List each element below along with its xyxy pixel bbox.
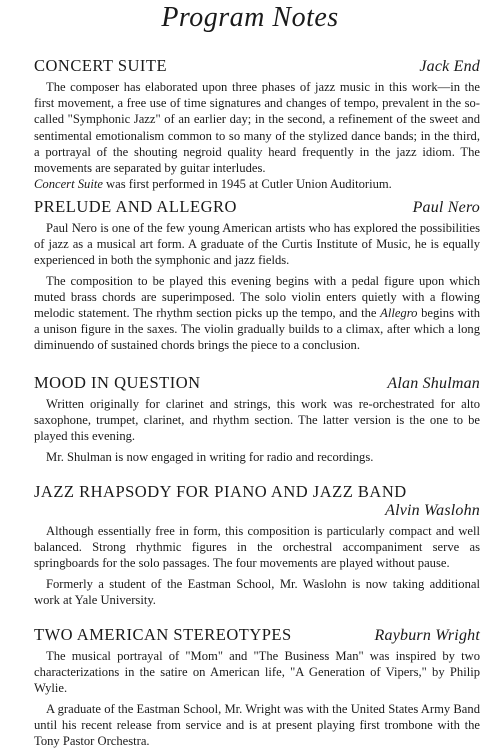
paragraph: A graduate of the Eastman School, Mr. Wright was with the United States Army Band until his recent release from service and is at present playing first trombone with the Tony Pastor Orchestra. (34, 701, 480, 749)
section-header (34, 373, 480, 393)
section-concert-suite (34, 56, 480, 196)
section-jazz-rhapsody (34, 482, 480, 612)
piece-title: TWO AMERICAN STEREOTYPES (34, 625, 292, 644)
paragraph: The composition to be played this evening begins with a pedal figure upon which muted brass chords are superimposed. The solo violin enters quietly with a flowing melodic statement. The rhythm section picks up the tempo, and the Allegro begins with a unison figure in the saxes. The violin gradually builds to a climax, after which a long diminuendo of sustained chords brings the piece to a conclusion. (34, 273, 480, 353)
section-prelude-and-allegro (34, 197, 480, 358)
page-title: Program Notes (161, 2, 339, 33)
paragraph: Paul Nero is one of the few young American artists who has explored the possibilities of jazz as a musical art form. A graduate of the Curtis Institute of Music, he is equally experienced in both the symphonic and jazz fields. (34, 221, 480, 268)
piece-title: CONCERT SUITE (34, 56, 168, 75)
composer-name: Paul Nero (412, 199, 480, 216)
composer-name: Jack End (419, 58, 480, 75)
composer-name: Rayburn Wright (374, 627, 480, 644)
piece-title: JAZZ RHAPSODY FOR PIANO AND JAZZ BAND (34, 482, 407, 501)
section-header (34, 56, 480, 76)
composer-name: Alan Shulman (387, 375, 480, 392)
paragraph: The composer has elaborated upon three phases of jazz music in this work—in the first movement, a free use of time signatures and changes of tempo, prevalent in the so-called "Symphonic Jazz" of an earlier day; in the second, a refinement of the sweet and sentimental emotionalism common to so many of the stylized dance bands; in the third, a portrayal of the shouting negroid quality heard frequently in the jazz idiom. The movements are separated by guitar interludes. (34, 80, 480, 176)
paragraph: Formerly a student of the Eastman School, Mr. Waslohn is now taking additional work at Yale University. (34, 576, 480, 607)
piece-title: MOOD IN QUESTION (34, 373, 201, 392)
piece-title: PRELUDE AND ALLEGRO (34, 197, 237, 216)
paragraph: Mr. Shulman is now engaged in writing for radio and recordings. (46, 449, 374, 464)
composer-name: Alvin Waslohn (385, 502, 480, 519)
section-header (34, 197, 480, 217)
section-two-american-stereotypes (34, 625, 480, 753)
italic-title: Concert Suite (34, 177, 103, 192)
paragraph: Concert Suite was first performed in 1945 at Cutler Union Auditorium. (34, 177, 392, 192)
paragraph: The musical portrayal of "Mom" and "The Business Man" was inspired by two characterizations in the satire on American life, "A Generation of Vipers," by Philip Wylie. (34, 649, 480, 696)
section-mood-in-question (34, 373, 480, 469)
section-header (34, 625, 480, 645)
italic-word: Allegro (380, 306, 418, 321)
section-header (34, 482, 480, 520)
paragraph: Written originally for clarinet and strings, this work was re-orchestrated for alto saxophone, trumpet, clarinet, and rhythm section. The latter version is the one to be played this evening. (34, 397, 480, 444)
paragraph: Although essentially free in form, this composition is particularly compact and well balanced. Strong rhythmic figures in the orchestral accompaniment serve as springboards for the solo passages. The four movements are played without pause. (34, 524, 480, 571)
